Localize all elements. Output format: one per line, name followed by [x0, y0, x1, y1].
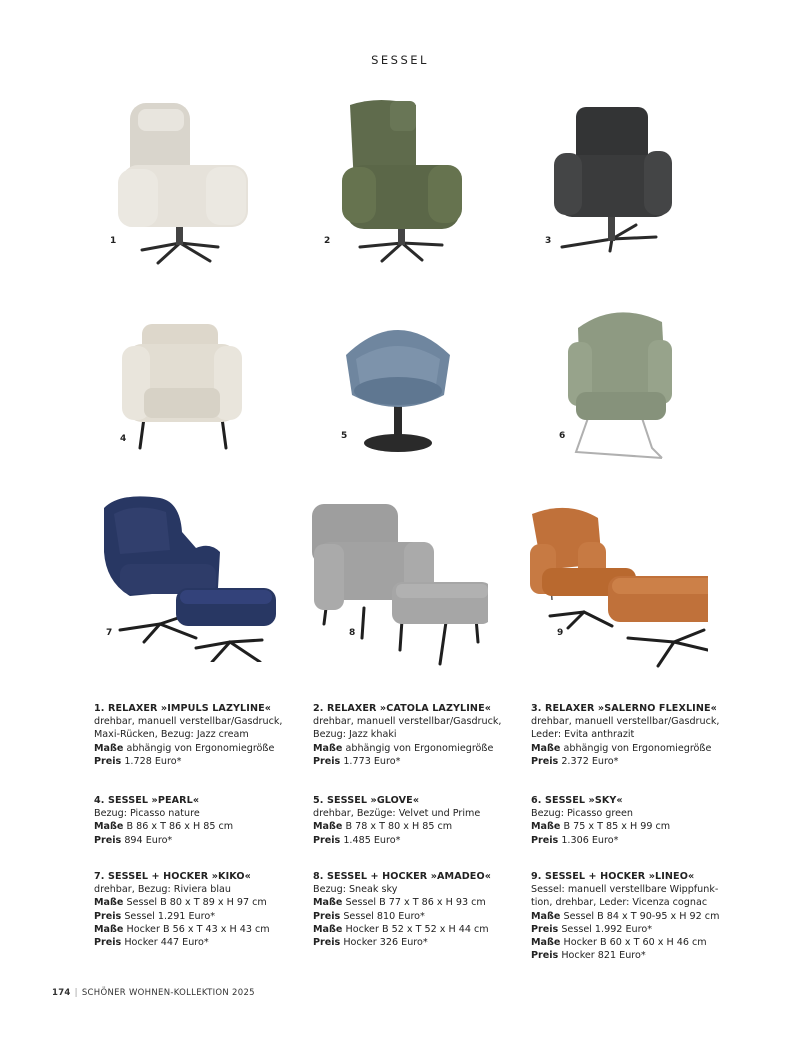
item-description-8 [313, 870, 528, 949]
item-line: Maße abhängig von Ergonomiegröße [531, 742, 712, 754]
item-title: 4. SESSEL »PEARL« [94, 795, 200, 806]
item-description-9 [531, 870, 746, 962]
item-line: Maße B 78 x T 80 x H 85 cm [313, 821, 453, 833]
item-description-2 [313, 702, 528, 768]
item-number-6: 6 [559, 431, 566, 441]
section-title: SESSEL [371, 53, 429, 67]
item-number-5: 5 [341, 431, 348, 441]
item-line: Preis 1.728 Euro* [94, 755, 182, 767]
item-line: Maße Sessel B 80 x T 89 x H 97 cm [94, 897, 267, 909]
item-line: drehbar, manuell verstellbar/Gasdruck, [94, 716, 283, 728]
item-description-6 [531, 794, 746, 847]
item-line: Preis Hocker 821 Euro* [531, 950, 646, 962]
chair-image-5 [338, 315, 518, 485]
item-line: Preis 1.306 Euro* [531, 834, 619, 846]
item-number-9: 9 [557, 628, 564, 638]
item-line: Maxi-Rücken, Bezug: Jazz cream [94, 729, 249, 741]
item-line: tion, drehbar, Leder: Vicenza cognac [531, 897, 708, 909]
item-title: 3. RELAXER »SALERNO FLEXLINE« [531, 703, 717, 714]
item-number-3: 3 [545, 236, 552, 246]
item-title: 1. RELAXER »IMPULS LAZYLINE« [94, 703, 272, 714]
item-line: Bezug: Sneak sky [313, 884, 398, 896]
chair-image-2 [330, 95, 510, 265]
item-line: drehbar, manuell verstellbar/Gasdruck, [531, 716, 720, 728]
page-number: 174 [52, 988, 71, 998]
footer-divider: | [74, 988, 78, 998]
item-line: Preis Sessel 810 Euro* [313, 910, 425, 922]
item-title: 5. SESSEL »GLOVE« [313, 795, 420, 806]
item-line: Sessel: manuell verstellbare Wippfunk- [531, 884, 719, 896]
item-line: Maße Sessel B 84 x T 90-95 x H 92 cm [531, 910, 720, 922]
item-description-1 [94, 702, 309, 768]
item-line: Maße B 75 x T 85 x H 99 cm [531, 821, 671, 833]
item-line: Preis Sessel 1.992 Euro* [531, 923, 652, 935]
item-line: Bezug: Jazz khaki [313, 729, 397, 741]
item-line: Preis Hocker 447 Euro* [94, 937, 209, 949]
item-title: 8. SESSEL + HOCKER »AMADEO« [313, 871, 492, 882]
item-line: Bezug: Picasso green [531, 808, 633, 820]
chair-image-6 [562, 306, 742, 476]
chair-image-7 [100, 492, 280, 662]
chair-image-9 [528, 504, 708, 674]
item-line: Maße Hocker B 60 x T 60 x H 46 cm [531, 937, 707, 949]
item-line: Preis 2.372 Euro* [531, 755, 619, 767]
item-number-8: 8 [349, 628, 356, 638]
item-number-1: 1 [110, 236, 117, 246]
page-footer [52, 988, 255, 998]
item-line: drehbar, manuell verstellbar/Gasdruck, [313, 716, 502, 728]
chair-image-4 [118, 318, 298, 488]
item-line: Leder: Evita anthrazit [531, 729, 635, 741]
item-title: 9. SESSEL + HOCKER »LINEO« [531, 871, 695, 882]
chair-image-3 [548, 95, 728, 265]
item-line: Maße abhängig von Ergonomiegröße [94, 742, 275, 754]
item-title: 2. RELAXER »CATOLA LAZYLINE« [313, 703, 492, 714]
item-description-3 [531, 702, 746, 768]
item-line: Preis 1.773 Euro* [313, 755, 401, 767]
chair-image-8 [308, 502, 488, 672]
item-description-4 [94, 794, 309, 847]
item-line: Maße Sessel B 77 x T 86 x H 93 cm [313, 897, 486, 909]
item-title: 6. SESSEL »SKY« [531, 795, 623, 806]
item-title: 7. SESSEL + HOCKER »KIKO« [94, 871, 251, 882]
item-line: Bezug: Picasso nature [94, 808, 200, 820]
chair-image-1 [100, 95, 280, 265]
item-line: Preis 894 Euro* [94, 834, 173, 846]
item-line: Maße Hocker B 56 x T 43 x H 43 cm [94, 923, 270, 935]
item-description-7 [94, 870, 309, 949]
item-description-5 [313, 794, 528, 847]
item-line: drehbar, Bezug: Riviera blau [94, 884, 231, 896]
item-number-2: 2 [324, 236, 331, 246]
item-number-7: 7 [106, 628, 113, 638]
item-line: drehbar, Bezüge: Velvet und Prime [313, 808, 481, 820]
footer-text: SCHÖNER WOHNEN-KOLLEKTION 2025 [81, 988, 255, 998]
item-line: Maße abhängig von Ergonomiegröße [313, 742, 494, 754]
item-line: Preis Sessel 1.291 Euro* [94, 910, 215, 922]
item-number-4: 4 [120, 434, 127, 444]
item-line: Maße Hocker B 52 x T 52 x H 44 cm [313, 923, 489, 935]
item-line: Maße B 86 x T 86 x H 85 cm [94, 821, 234, 833]
item-line: Preis 1.485 Euro* [313, 834, 401, 846]
item-line: Preis Hocker 326 Euro* [313, 937, 428, 949]
